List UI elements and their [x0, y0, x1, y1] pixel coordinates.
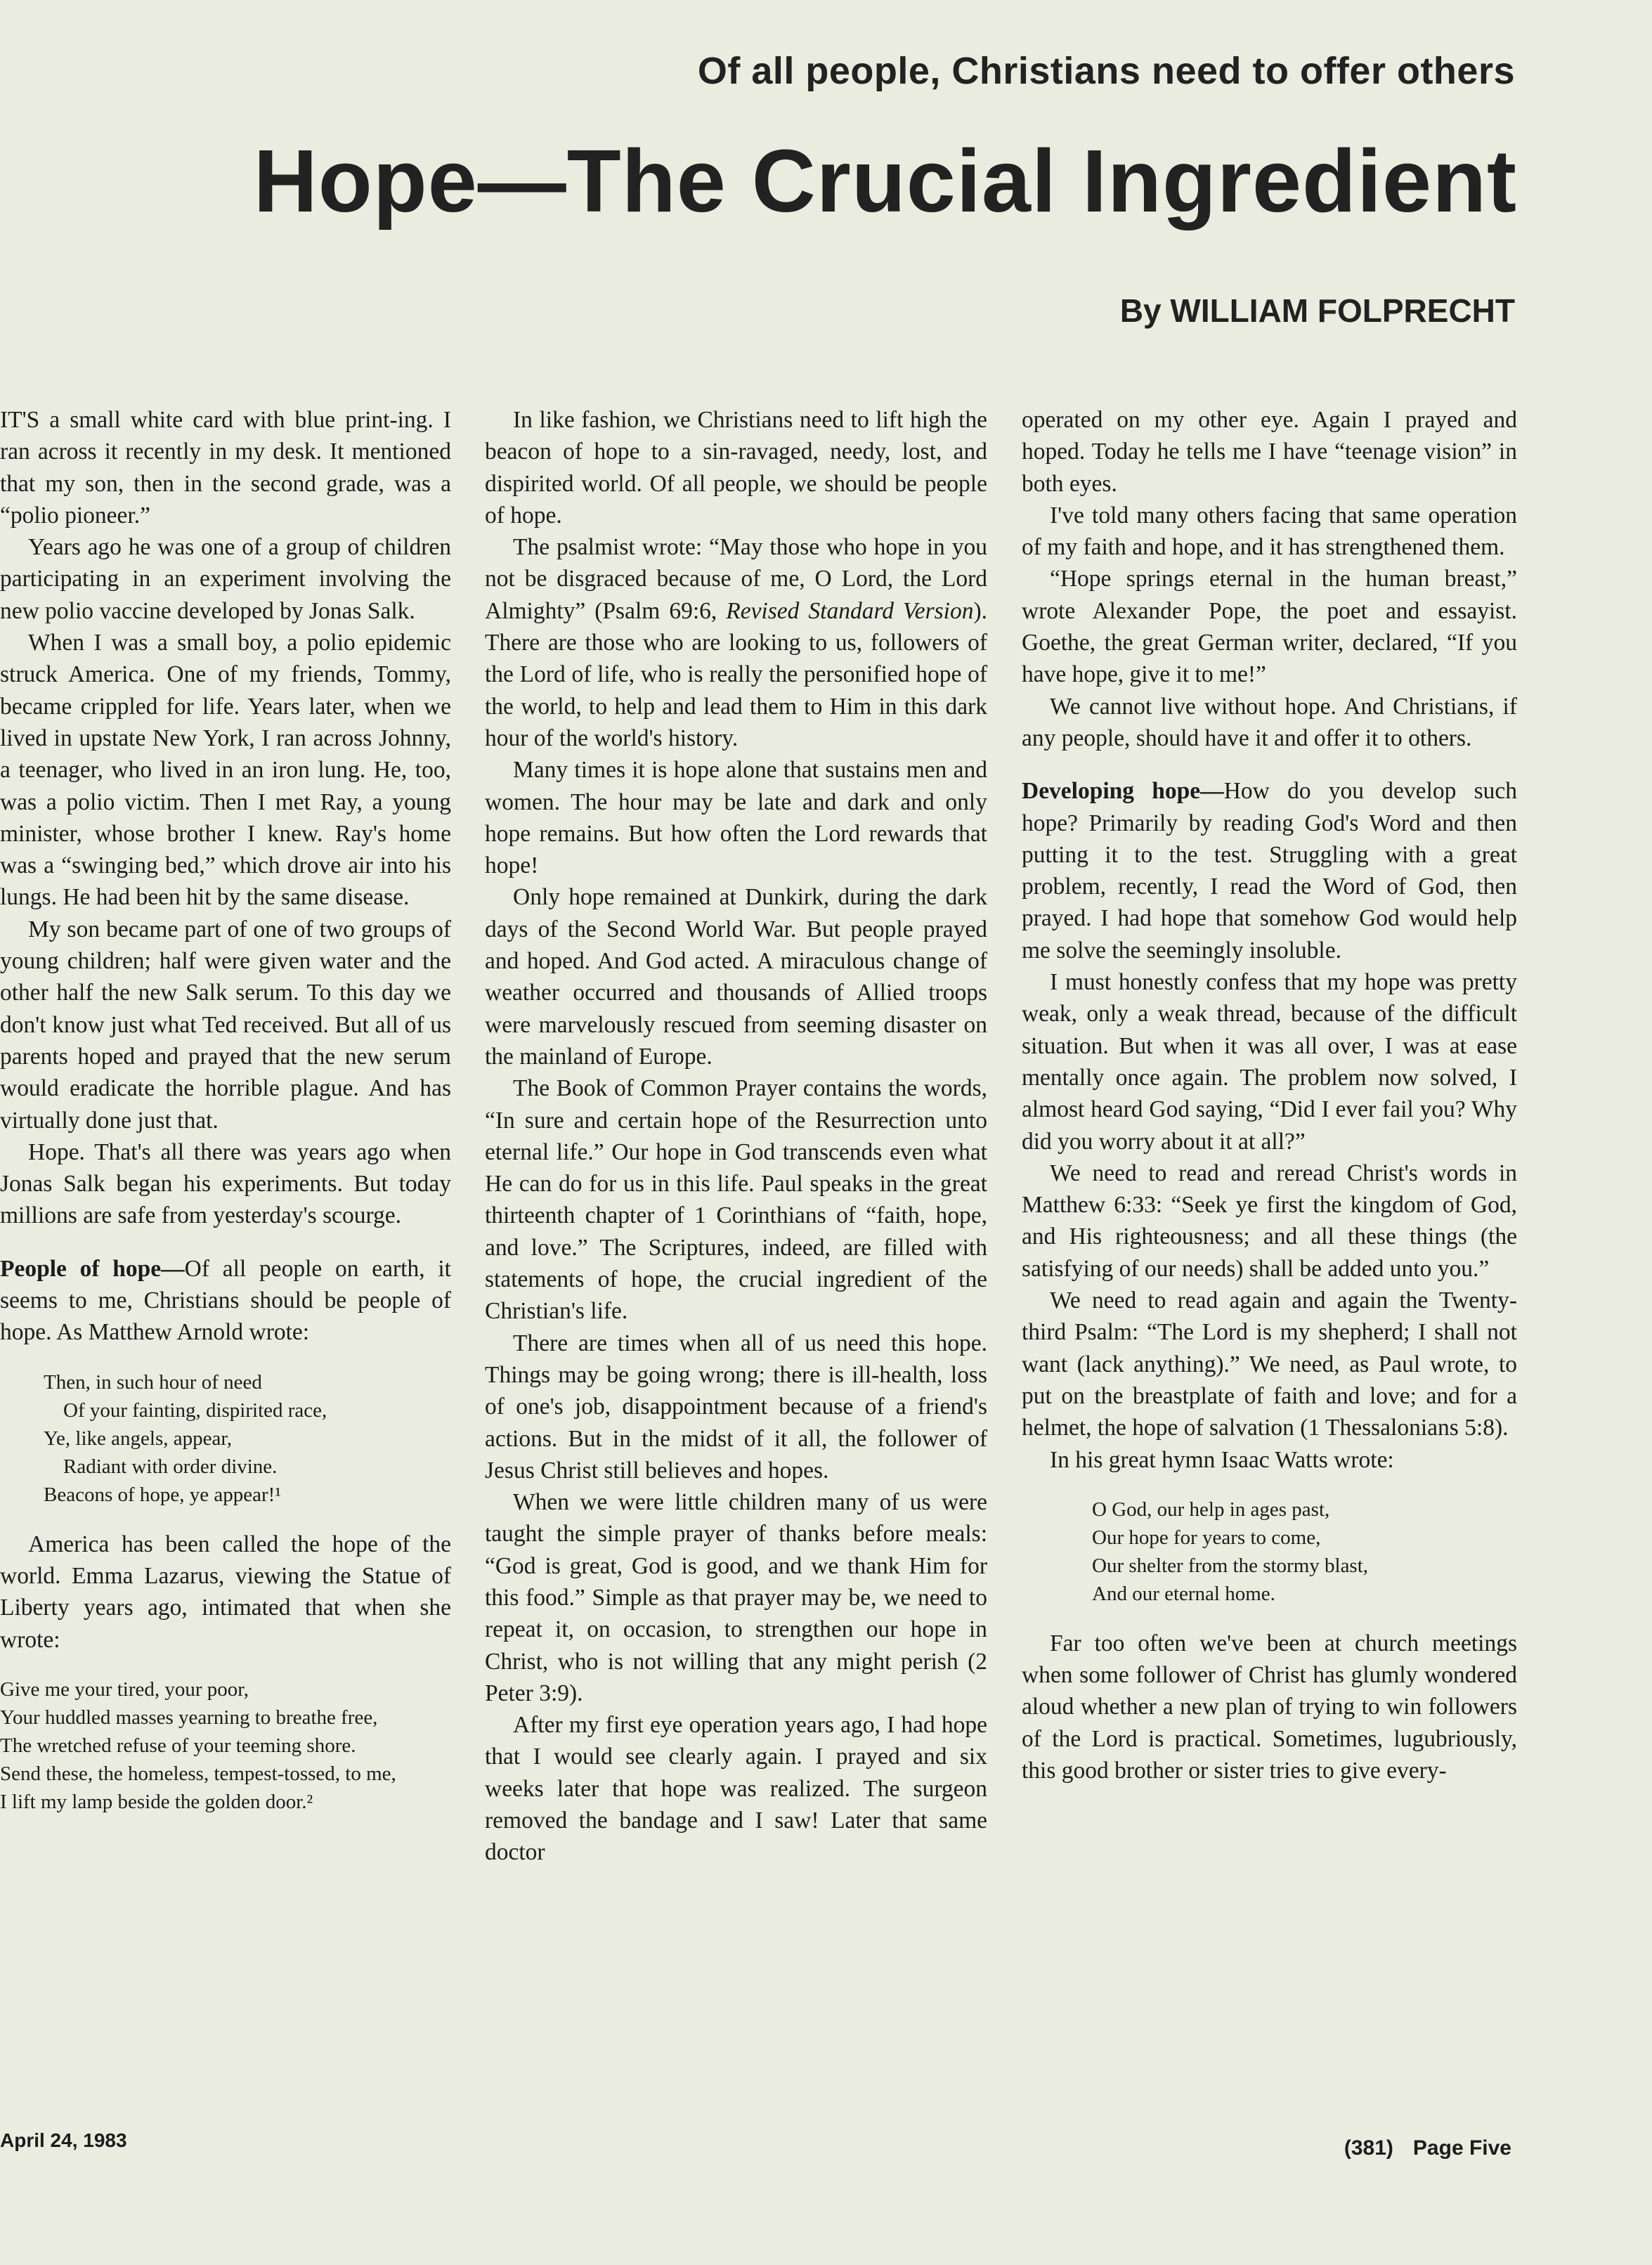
paragraph: When I was a small boy, a polio epidemic struck America. One of my friends, Tommy, became crippled for life. Years later, when we lived in upstate New York, I ran across Johnny, a teenager, who lived in an iron lung. He, too, was a polio victim. Then I met Ray, a young minister, whose brother I knew. Ray's home was a “swinging bed,” which drove air into his lungs. He had been hit by the same disease. — [0, 630, 451, 911]
poem-line: Then, in such hour of need — [44, 1370, 262, 1394]
poem-line: Ye, like angels, appear, — [44, 1427, 233, 1450]
paragraph: The Book of Common Prayer contains the words, “In sure and certain hope of the Resurrection unto eternal life.” Our hope in God transcends even what He can do for us in this life. Paul speaks in the great thirteenth chapter of 1 Corinthians of “faith, hope, and love.” The Scriptures, indeed, are filled with statements of hope, the crucial ingredient of the Christian's life. — [485, 1075, 987, 1325]
article-column-1 — [0, 404, 451, 1836]
paragraph: Years ago he was one of a group of children participating in an experiment involving the new polio vaccine developed by Jonas Salk. — [0, 534, 451, 624]
poem-line: Beacons of hope, ye appear!¹ — [44, 1483, 282, 1506]
paragraph — [0, 1253, 451, 1349]
paragraph: operated on my other eye. Again I prayed and hoped. Today he tells me I have “teenage vision” in both eyes. — [1022, 407, 1517, 497]
paragraph: When we were little children many of us were taught the simple prayer of thanks before meals: “God is great, God is good, and we thank Him for this food.” Simple as that prayer may be, we need to repeat it, on occasion, to strengthen our hope in Christ, who is not willing that any might perish (2 Peter 3:9). — [485, 1489, 987, 1706]
paragraph — [1022, 775, 1517, 966]
paragraph: Only hope remained at Dunkirk, during the dark days of the Second World War. But people prayed and hoped. And God acted. A miraculous change of weather occurred and thousands of Allied troops were marvelously rescued from seeming disaster on the mainland of Europe. — [485, 884, 987, 1070]
paragraph-text: How do you develop such hope? Primarily by reading God's Word and then putting it to the test. Struggling with a great problem, recently, I read the Word of God, then prayed. I had hope that somehow God would help me solve the seemingly insoluble. — [1022, 778, 1517, 963]
poem-arnold — [44, 1368, 451, 1509]
poem-line: Give me your tired, your poor, — [0, 1677, 249, 1701]
paragraph: Many times it is hope alone that sustains men and women. The hour may be late and dark and only hope remains. But how often the Lord rewards that hope! — [485, 757, 987, 879]
poem-line: O God, our help in ages past, — [1092, 1498, 1330, 1521]
paragraph: There are times when all of us need this hope. Things may be going wrong; there is ill-health, loss of one's job, disappointment because of a friend's actions. But in the midst of it all, the follower of Jesus Christ still believes and hopes. — [485, 1330, 987, 1484]
paragraph: My son became part of one of two groups of young children; half were given water and the other half the new Salk serum. To this day we don't know just what Ted received. But all of us parents hoped and prayed that the new serum would eradicate the horrible plague. And has virtually done just that. — [0, 916, 451, 1134]
poem-watts — [1092, 1495, 1517, 1608]
paragraph-text: The psalmist wrote: “May those who hope in you not be disgraced because of me, O Lord, the Lord Almighty” (Psalm 69:6, — [485, 534, 987, 624]
poem-line: The wretched refuse of your teeming shore. — [0, 1734, 356, 1757]
paragraph: America has been called the hope of the world. Emma Lazarus, viewing the Statue of Liberty years ago, intimated that when she wrote: — [0, 1531, 451, 1653]
paragraph-text: Of all people on earth, it seems to me, Christians should be people of hope. As Matthew Arnold wrote: — [0, 1255, 451, 1346]
article-title: Hope—The Crucial Ingredient — [253, 131, 1517, 231]
paragraph: “Hope springs eternal in the human breast,” wrote Alexander Pope, the poet and essayist. Goethe, the great German writer, declared, “If you have hope, give it to me!” — [1022, 566, 1517, 688]
poem-line: Our shelter from the stormy blast, — [1092, 1554, 1369, 1577]
kicker: Of all people, Christians need to offer others — [697, 50, 1515, 92]
page-footer — [1344, 2136, 1511, 2160]
article-column-2 — [485, 404, 987, 1869]
poem-line: Your huddled masses yearning to breathe free, — [0, 1706, 378, 1729]
bible-version: Revised Standard Version — [726, 597, 974, 624]
paragraph: We cannot live without hope. And Christians, if any people, should have it and offer it to others. — [1022, 693, 1517, 751]
paragraph: In his great hymn Isaac Watts wrote: — [1050, 1446, 1394, 1473]
paragraph: In like fashion, we Christians need to lift high the beacon of hope to a sin-ravaged, needy, lost, and dispirited world. Of all people, we should be people of hope. — [485, 407, 987, 528]
poem-lazarus — [0, 1675, 451, 1816]
poem-line: Our hope for years to come, — [1092, 1526, 1321, 1549]
page-number: Page Five — [1412, 2136, 1511, 2160]
paragraph: We need to read again and again the Twenty-third Psalm: “The Lord is my shepherd; I shall not want (lack anything).” We need, as Paul wrote, to put on the breastplate of faith and love; and for a helmet, the hope of salvation (1 Thessalonians 5:8). — [1022, 1287, 1517, 1441]
paragraph: I've told many others facing that same operation of my faith and hope, and it has strengthened them. — [1022, 502, 1517, 561]
paragraph — [485, 531, 987, 754]
paragraph: IT'S a small white card with blue print-ing. I ran across it recently in my desk. It mentioned that my son, then in the second grade, was a “polio pioneer.” — [0, 407, 451, 528]
poem-line: Of your fainting, dispirited race, — [63, 1398, 327, 1422]
byline: By WILLIAM FOLPRECHT — [1119, 292, 1515, 329]
issue-date: April 24, 1983 — [0, 2129, 127, 2151]
paragraph: I must honestly confess that my hope was pretty weak, only a weak thread, because of the difficult situation. But when it was all over, I was at ease mentally once again. The problem now solved, I almost heard God saying, “Did I ever fail you? Why did you worry about it at all?” — [1022, 969, 1517, 1155]
article-column-3 — [1022, 404, 1517, 1786]
poem-line: I lift my lamp beside the golden door.² — [0, 1790, 313, 1813]
issue-number: (381) — [1344, 2136, 1393, 2160]
poem-line: Send these, the homeless, tempest-tossed, to me, — [0, 1762, 396, 1785]
paragraph: After my first eye operation years ago, I had hope that I would see clearly again. I prayed and six weeks later that hope was realized. The surgeon removed the bandage and I saw! Later that same doctor — [485, 1712, 987, 1866]
paragraph: Hope. That's all there was years ago when Jonas Salk began his experiments. But today millions are safe from yesterday's scourge. — [0, 1138, 451, 1229]
subhead: People of hope— — [0, 1255, 185, 1282]
poem-line: And our eternal home. — [1092, 1582, 1275, 1605]
paragraph: We need to read and reread Christ's words in Matthew 6:33: “Seek ye first the kingdom of God, and His righteousness; and all these things (the satisfying of our needs) shall be added unto you.” — [1022, 1160, 1517, 1282]
subhead: Developing hope— — [1022, 778, 1224, 805]
paragraph: Far too often we've been at church meetings when some follower of Christ has glumly wondered aloud whether a new plan of trying to win followers of the Lord is practical. Sometimes, lugubriously, this good brother or sister tries to give every- — [1022, 1630, 1517, 1784]
paragraph-text: ). There are those who are looking to us, followers of the Lord of life, who is really the personified hope of the world, to help and lead them to Him in this dark hour of the world's history. — [485, 597, 987, 751]
poem-line: Radiant with order divine. — [63, 1455, 278, 1478]
